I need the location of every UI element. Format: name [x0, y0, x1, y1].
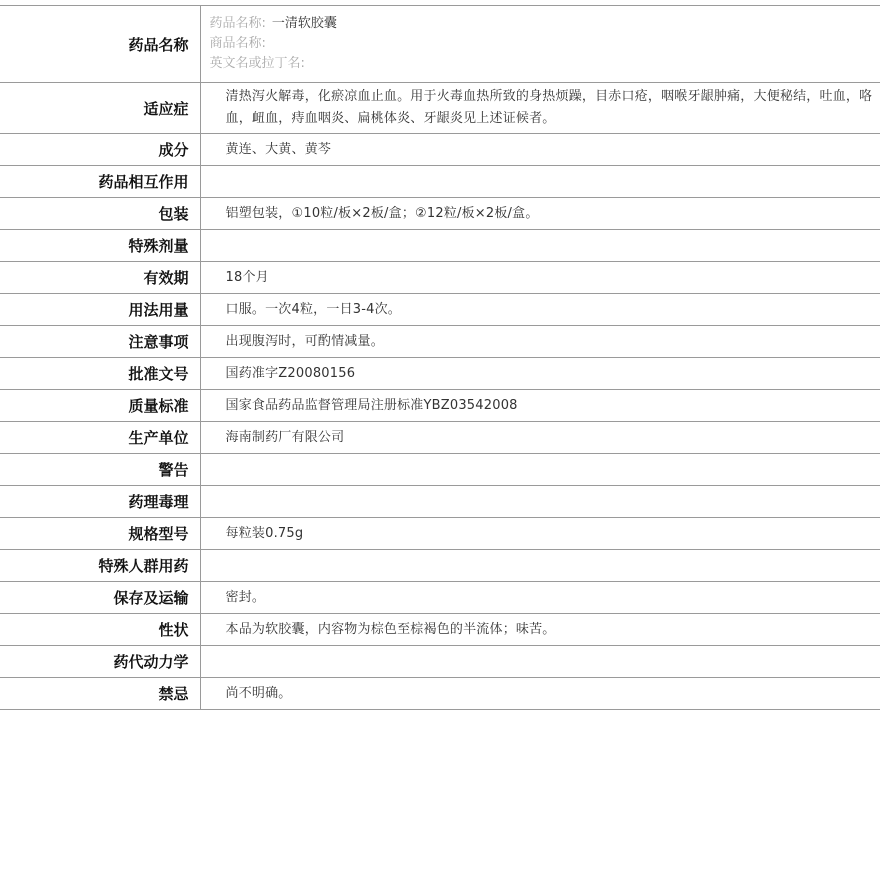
row-value: 口服。一次4粒，一日3-4次。	[200, 294, 880, 326]
row-dosage	[0, 294, 880, 326]
row-characteristics	[0, 614, 880, 646]
row-warning	[0, 454, 880, 486]
english-name-line	[210, 54, 880, 74]
row-label: 药代动力学	[0, 646, 200, 678]
row-label: 特殊剂量	[0, 230, 200, 262]
drug-name-values	[200, 6, 880, 83]
row-precautions	[0, 326, 880, 358]
trade-name-key: 商品名称:	[209, 36, 266, 51]
trade-name-line	[210, 34, 880, 54]
row-value	[200, 486, 880, 518]
row-drug-interactions	[0, 166, 880, 198]
row-value	[200, 646, 880, 678]
row-label: 保存及运输	[0, 582, 200, 614]
row-value: 清热泻火解毒，化瘀凉血止血。用于火毒血热所致的身热烦躁，目赤口疮，咽喉牙龈肿痛，大便秘结，吐血，咯血，衄血，痔血咽炎、扁桃体炎、牙龈炎见上述证候者。	[200, 83, 880, 134]
drug-spec-table	[0, 5, 880, 710]
row-value: 每粒装0.75g	[200, 518, 880, 550]
row-ingredients	[0, 134, 880, 166]
row-label: 成分	[0, 134, 200, 166]
row-label: 药品名称	[0, 6, 200, 83]
row-packaging	[0, 198, 880, 230]
row-pharmacology	[0, 486, 880, 518]
row-label: 特殊人群用药	[0, 550, 200, 582]
row-label: 质量标准	[0, 390, 200, 422]
row-contraindications	[0, 678, 880, 710]
row-value: 国药准字Z20080156	[200, 358, 880, 390]
row-label: 批准文号	[0, 358, 200, 390]
row-value: 铝塑包装，①10粒/板×2板/盒；②12粒/板×2板/盒。	[200, 198, 880, 230]
row-value: 出现腹泻时，可酌情减量。	[200, 326, 880, 358]
row-value	[200, 230, 880, 262]
row-value: 海南制药厂有限公司	[200, 422, 880, 454]
row-label: 药品相互作用	[0, 166, 200, 198]
row-label: 用法用量	[0, 294, 200, 326]
row-label: 生产单位	[0, 422, 200, 454]
generic-name-value: 一清软胶囊	[271, 16, 337, 31]
row-quality-standard	[0, 390, 880, 422]
row-manufacturer	[0, 422, 880, 454]
row-specification	[0, 518, 880, 550]
row-label: 注意事项	[0, 326, 200, 358]
row-value: 密封。	[200, 582, 880, 614]
row-label: 适应症	[0, 83, 200, 134]
generic-name-line	[210, 14, 880, 34]
row-label: 包装	[0, 198, 200, 230]
row-value	[200, 166, 880, 198]
row-approval-number	[0, 358, 880, 390]
row-value: 18个月	[200, 262, 880, 294]
row-drug-name	[0, 6, 880, 83]
english-name-key: 英文名或拉丁名:	[209, 56, 305, 71]
generic-name-key: 药品名称:	[209, 16, 266, 31]
row-label: 规格型号	[0, 518, 200, 550]
row-value	[200, 454, 880, 486]
row-special-dosage	[0, 230, 880, 262]
row-value: 黄连、大黄、黄芩	[200, 134, 880, 166]
row-label: 警告	[0, 454, 200, 486]
row-storage	[0, 582, 880, 614]
row-value: 本品为软胶囊，内容物为棕色至棕褐色的半流体；味苦。	[200, 614, 880, 646]
row-special-populations	[0, 550, 880, 582]
row-label: 性状	[0, 614, 200, 646]
row-label: 禁忌	[0, 678, 200, 710]
row-value: 国家食品药品监督管理局注册标准YBZ03542008	[200, 390, 880, 422]
row-value: 尚不明确。	[200, 678, 880, 710]
row-label: 有效期	[0, 262, 200, 294]
row-label: 药理毒理	[0, 486, 200, 518]
row-shelf-life	[0, 262, 880, 294]
row-indications	[0, 83, 880, 134]
row-pharmacokinetics	[0, 646, 880, 678]
row-value	[200, 550, 880, 582]
